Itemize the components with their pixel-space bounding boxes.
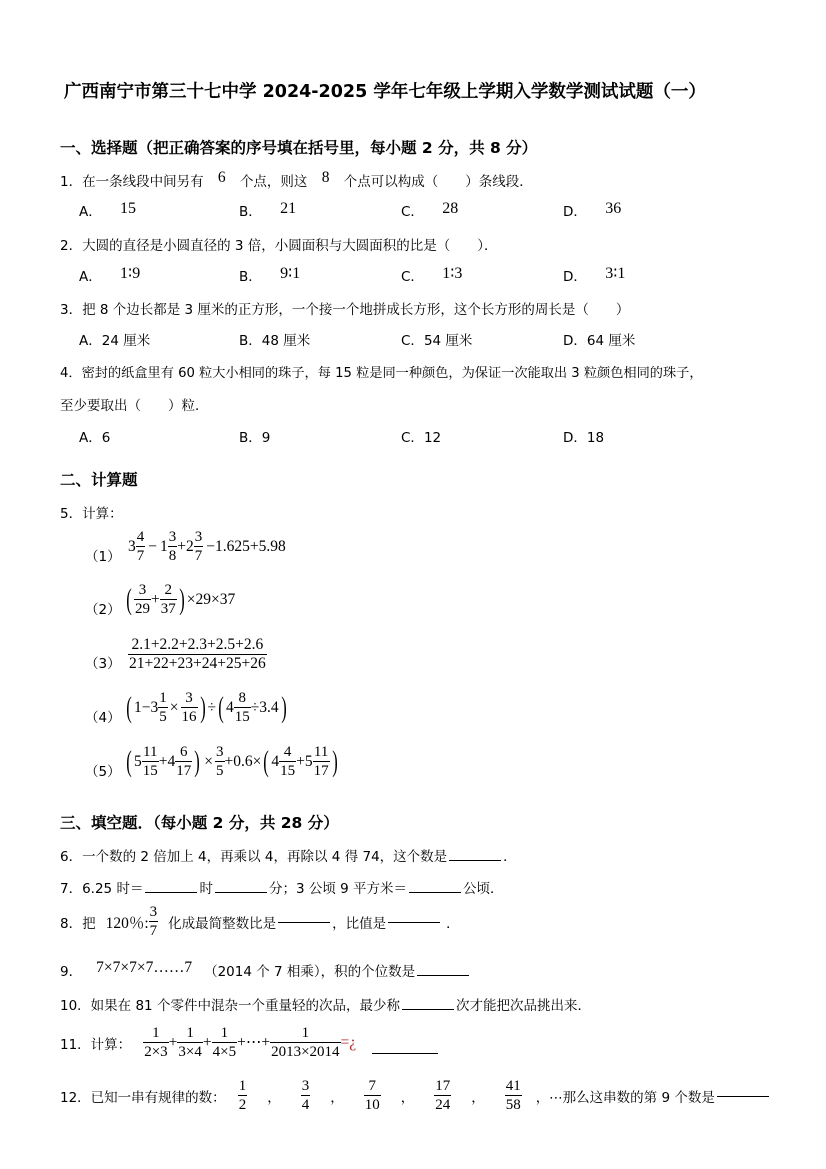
q5-expr-2: ( $\frac{3}{29}$ + $\frac{2}{37}$ ) ×29×37 <box>126 582 236 617</box>
q4-option-d[interactable]: D．18 <box>563 430 605 446</box>
q1-n2: 8 <box>321 169 330 186</box>
q1-option-b[interactable]: B． 21 <box>239 200 297 220</box>
q4-option-a[interactable]: A．6 <box>79 430 111 446</box>
q5-expr-3: $\frac{2.1+2.2+2.3+2.5+2.6}{21+22+23+24+25+26}$ <box>129 636 266 672</box>
q6-answer-blank[interactable] <box>449 859 501 861</box>
question-4-line-1: 4．密封的纸盒里有 60 粒大小相同的珠子，每 15 粒是同一种颜色，为保证一次能取出 3 粒颜色相同的珠子， <box>60 366 703 381</box>
q7-blank-hours[interactable] <box>145 891 197 893</box>
q4-option-b[interactable]: B．9 <box>239 430 271 446</box>
question-6: 6．一个数的 2 倍加上 4，再乘以 4，再除以 4 得 74，这个数是 ． <box>60 849 517 865</box>
question-3: 3．把 8 个边长都是 3 厘米的正方形，一个接一个地拼成长方形，这个长方形的周长是（ ） <box>60 302 630 318</box>
q5-label-3: （3） <box>85 656 121 672</box>
q3-option-c[interactable]: C．54 厘米 <box>401 333 473 349</box>
q3-option-a[interactable]: A．24 厘米 <box>79 333 151 349</box>
question-11: 11．计算： $\frac{1}{2\times 3}$ + $\frac{1}{3\times 4}$ + $\frac{1}{4\times 5}$ +⋯+ $\frac{1}{2013\times 2014}$ =¿ <box>60 1024 440 1061</box>
q2-option-d[interactable]: D． 3∶1 <box>563 265 626 285</box>
q8-blank-ratio[interactable] <box>278 921 330 923</box>
question-7: 7．6.25 时＝ 时 分；3 公顷 9 平方米＝ 公顷． <box>60 881 504 897</box>
q8-blank-value[interactable] <box>388 921 440 923</box>
q1-mid: 个点，则这 <box>239 174 308 190</box>
question-4-line-2: 至少要取出（ ）粒． <box>60 398 209 414</box>
q2-option-b[interactable]: B． 9∶1 <box>239 265 301 285</box>
q5-expr-5: ( 5 $\frac{11}{15}$ +4 $\frac{6}{17}$ ) × $\frac{3}{5}$ +0.6× ( 4 $\frac{4}{15}$ +5 $\frac{11}{17}$ ) <box>126 744 338 779</box>
q1-n1: 6 <box>217 169 226 186</box>
q5-label-4: （4） <box>85 710 121 726</box>
question-10: 10．如果在 81 个零件中混杂一个重量轻的次品，最少称 次才能把次品挑出来． <box>60 998 591 1014</box>
q5-label-2: （2） <box>85 602 121 618</box>
q7-blank-hectares[interactable] <box>409 891 461 893</box>
q3-option-d[interactable]: D．64 厘米 <box>563 333 636 349</box>
q1-post: 个点可以构成（ ）条线段． <box>343 174 533 190</box>
q4-option-c[interactable]: C．12 <box>401 430 442 446</box>
q5-expr-4: ( 1−3 $\frac{1}{5}$ × $\frac{3}{16}$ ) ÷ ( 4 $\frac{8}{15}$ ÷3.4 ) <box>126 690 287 725</box>
question-9: 9． 7×7×7×7……7 （2014 个 7 相乘），积的个位数是 <box>60 960 471 981</box>
question-2: 2．大圆的直径是小圆直径的 3 倍，小圆面积与大圆面积的比是（ ）． <box>60 238 498 254</box>
question-8: 8．把 120％: $\frac{3}{7}$ 化成最简整数比是 ，比值是 ． <box>60 904 460 939</box>
q1-option-c[interactable]: C． 28 <box>401 200 459 220</box>
q5-label-5: （5） <box>85 764 121 780</box>
section-heading-fill-in: 三、填空题．（每小题 2 分，共 28 分） <box>60 814 339 832</box>
q11-answer-blank[interactable] <box>372 1052 438 1054</box>
q12-answer-blank[interactable] <box>717 1095 769 1097</box>
q2-option-c[interactable]: C． 1∶3 <box>401 265 463 285</box>
q7-blank-minutes[interactable] <box>215 891 267 893</box>
q1-pre: 1．在一条线段中间另有 <box>60 174 204 190</box>
q10-answer-blank[interactable] <box>402 1008 454 1010</box>
question-5: 5．计算： <box>60 506 123 522</box>
page-title: 广西南宁市第三十七中学 2024-2025 学年七年级上学期入学数学测试试题（一） <box>64 82 706 102</box>
section-heading-choice: 一、选择题（把正确答案的序号填在括号里，每小题 2 分，共 8 分） <box>60 139 538 157</box>
question-1 <box>60 170 533 191</box>
q1-option-a[interactable]: A． 15 <box>79 200 137 220</box>
q3-option-b[interactable]: B．48 厘米 <box>239 333 311 349</box>
question-12: 12．已知一串有规律的数： $\frac{1}{2}$ ， $\frac{3}{4}$ ， $\frac{7}{10}$ ， $\frac{17}{24}$ ， $\frac{41}{58}$ ，⋯那么这串数的第 9 个数是 <box>60 1077 771 1114</box>
q9-answer-blank[interactable] <box>417 974 469 976</box>
section-heading-calculation: 二、计算题 <box>60 471 138 489</box>
q1-option-d[interactable]: D． 36 <box>563 200 622 220</box>
q5-expr-1: 3 $\frac{4}{7}$ − 1 $\frac{3}{8}$ + 2 $\frac{3}{7}$ −1.625+5.98 <box>128 529 286 564</box>
q5-label-1: （1） <box>85 549 121 565</box>
q2-option-a[interactable]: A． 1∶9 <box>79 265 141 285</box>
